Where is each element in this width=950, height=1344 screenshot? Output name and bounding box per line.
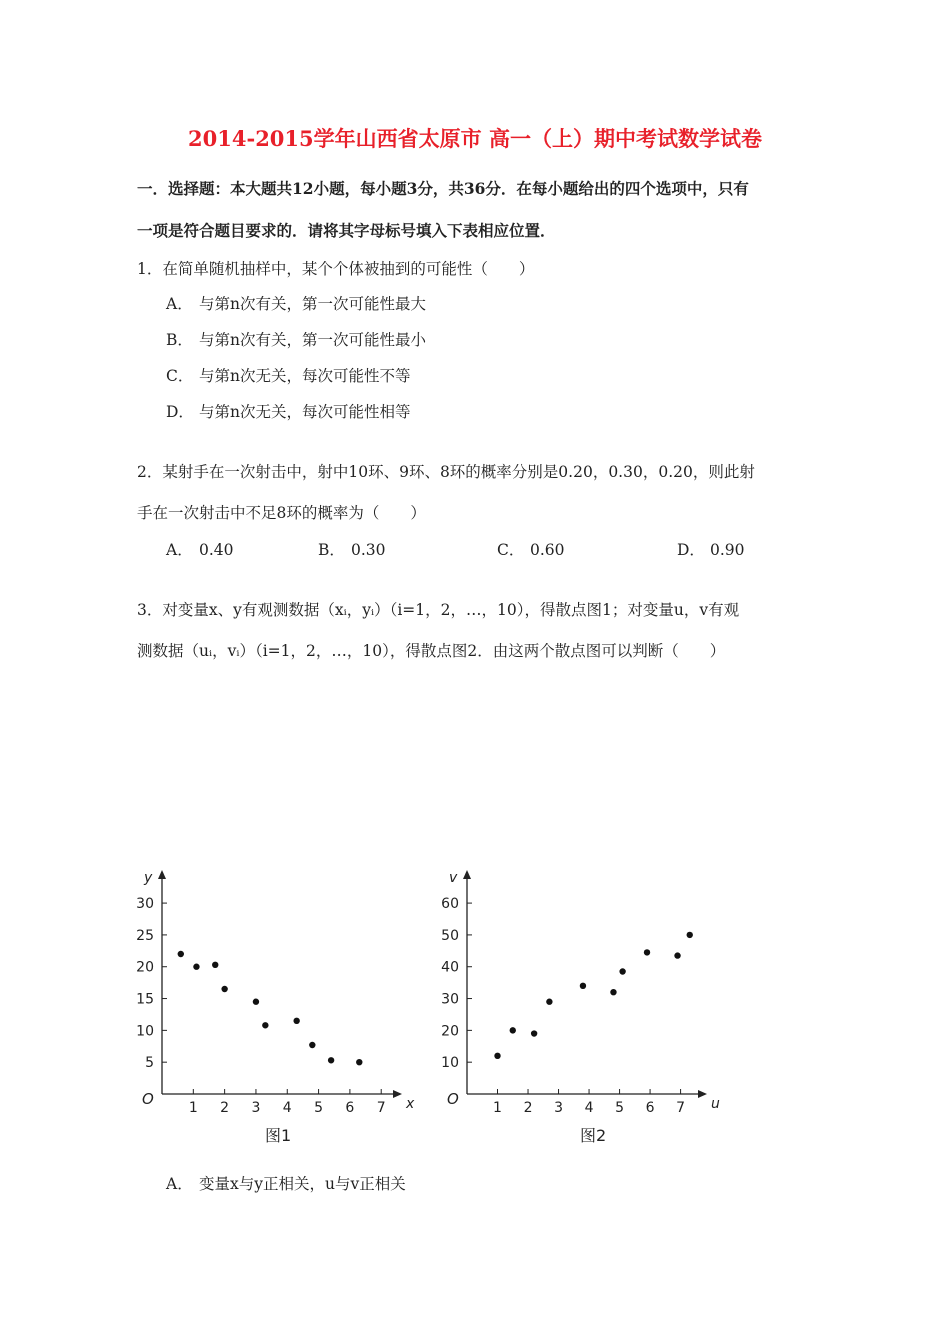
q3-option-a (166, 1172, 406, 1194)
y-tick-label: 50 (441, 927, 459, 944)
q2-option-c-text: 0.60 (530, 541, 565, 559)
data-point (178, 951, 184, 957)
scatter-figure-1 (120, 862, 415, 1126)
data-point (619, 968, 625, 974)
y-tick-label: 20 (441, 1023, 459, 1040)
q2-option-d-label: D． (677, 541, 705, 559)
data-point (253, 999, 259, 1005)
data-point (293, 1018, 299, 1024)
y-tick-label: 15 (136, 991, 154, 1008)
data-point (644, 949, 650, 955)
q1-option-c-text: 与第n次无关，每次可能性不等 (199, 367, 411, 385)
q3-option-a-label: A． (166, 1175, 193, 1193)
q1-option-d-label: D． (166, 403, 194, 421)
q1-option-b-text: 与第n次有关，第一次可能性最小 (199, 331, 426, 349)
q3-stem-line2: 测数据（uᵢ，vᵢ）（i=1，2，…，10），得散点图2．由这两个散点图可以判断（ ） (137, 642, 726, 660)
data-point (328, 1057, 334, 1063)
x-tick-label: 2 (220, 1100, 230, 1116)
data-point (610, 989, 616, 995)
q2-stem-line2: 手在一次射击中不足8环的概率为（ ） (137, 504, 426, 522)
q2-option-c (497, 538, 565, 560)
section-heading-line1: 一．选择题：本大题共12小题，每小题3分，共36分．在每小题给出的四个选项中，只有 (137, 179, 749, 198)
q1-option-a-text: 与第n次有关，第一次可能性最大 (199, 295, 426, 313)
figure-2-caption: 图2 (580, 1126, 607, 1145)
q1-stem: 1．在简单随机抽样中，某个个体被抽到的可能性（ ） (137, 260, 535, 278)
q2-option-a-label: A． (166, 541, 193, 559)
x-tick-label: 2 (523, 1100, 533, 1116)
data-point (546, 999, 552, 1005)
x-tick-label: 1 (493, 1100, 502, 1116)
data-point (510, 1027, 516, 1033)
y-tick-label: 30 (441, 991, 459, 1008)
scatter-plot-2 (425, 862, 725, 1122)
y-tick-label: 25 (136, 927, 154, 944)
q2-option-b (318, 538, 386, 560)
q2-option-a (166, 538, 234, 560)
y-tick-label: 10 (441, 1055, 459, 1072)
data-point (193, 964, 199, 970)
x-tick-label: 5 (615, 1100, 625, 1116)
q1-option-c (166, 364, 410, 386)
data-point (262, 1022, 268, 1028)
data-point (687, 932, 693, 938)
data-point (494, 1053, 500, 1059)
y-axis-arrow-icon (463, 870, 471, 879)
x-tick-label: 7 (376, 1100, 386, 1116)
origin-label: O (447, 1090, 459, 1108)
q3-option-a-text: 变量x与y正相关，u与v正相关 (199, 1175, 406, 1193)
y-tick-label: 20 (136, 959, 154, 976)
x-tick-label: 1 (188, 1100, 198, 1116)
section-heading-line2: 一项是符合题目要求的．请将其字母标号填入下表相应位置． (137, 221, 556, 240)
q2-option-c-label: C． (497, 541, 525, 559)
data-point (531, 1030, 537, 1036)
data-point (356, 1059, 362, 1065)
q1-option-c-label: C． (166, 367, 194, 385)
q2-option-d (677, 538, 745, 560)
q2-option-d-text: 0.90 (710, 541, 745, 559)
y-tick-label: 40 (441, 959, 459, 976)
q1-option-d (166, 400, 410, 422)
y-tick-label: 30 (136, 896, 154, 913)
y-axis-label: y (144, 870, 153, 886)
x-tick-label: 7 (676, 1100, 686, 1116)
q2-option-b-text: 0.30 (351, 541, 386, 559)
page-title: 2014-2015学年山西省太原市 高一（上）期中考试数学试卷 (188, 126, 762, 151)
q3-stem-line1: 3．对变量x、y有观测数据（xᵢ，yᵢ）（i=1，2，…，10），得散点图1；对变量u，v有观 (137, 601, 740, 619)
y-tick-label: 10 (136, 1023, 154, 1040)
y-tick-label: 5 (145, 1055, 154, 1072)
data-point (580, 983, 586, 989)
x-tick-label: 6 (345, 1100, 355, 1116)
scatter-figure-2 (425, 862, 725, 1126)
x-axis-arrow-icon (393, 1090, 402, 1098)
y-axis-arrow-icon (158, 870, 166, 879)
q2-option-a-text: 0.40 (199, 541, 234, 559)
y-axis-label: v (449, 870, 458, 886)
q2-stem-line1: 2．某射手在一次射击中，射中10环、9环、8环的概率分别是0.20，0.30，0.20，则此射 (137, 463, 755, 481)
x-tick-label: 3 (251, 1100, 261, 1116)
x-axis-label: x (406, 1096, 415, 1112)
q1-option-b (166, 328, 426, 350)
q1-option-a-label: A． (166, 295, 193, 313)
origin-label: O (142, 1090, 154, 1108)
x-tick-label: 3 (554, 1100, 563, 1116)
scatter-plot-1 (120, 862, 415, 1122)
q1-option-b-label: B． (166, 331, 193, 349)
data-point (221, 986, 227, 992)
x-tick-label: 5 (314, 1100, 324, 1116)
y-tick-label: 60 (441, 896, 459, 913)
data-point (309, 1042, 315, 1048)
data-point (674, 952, 680, 958)
data-point (212, 962, 218, 968)
q1-option-d-text: 与第n次无关，每次可能性相等 (199, 403, 411, 421)
x-axis-arrow-icon (698, 1090, 707, 1098)
x-tick-label: 4 (584, 1100, 594, 1116)
figure-1-caption: 图1 (265, 1126, 292, 1145)
q1-option-a (166, 292, 426, 314)
x-axis-label: u (711, 1096, 720, 1112)
x-tick-label: 4 (282, 1100, 292, 1116)
q2-option-b-label: B． (318, 541, 345, 559)
x-tick-label: 6 (645, 1100, 655, 1116)
